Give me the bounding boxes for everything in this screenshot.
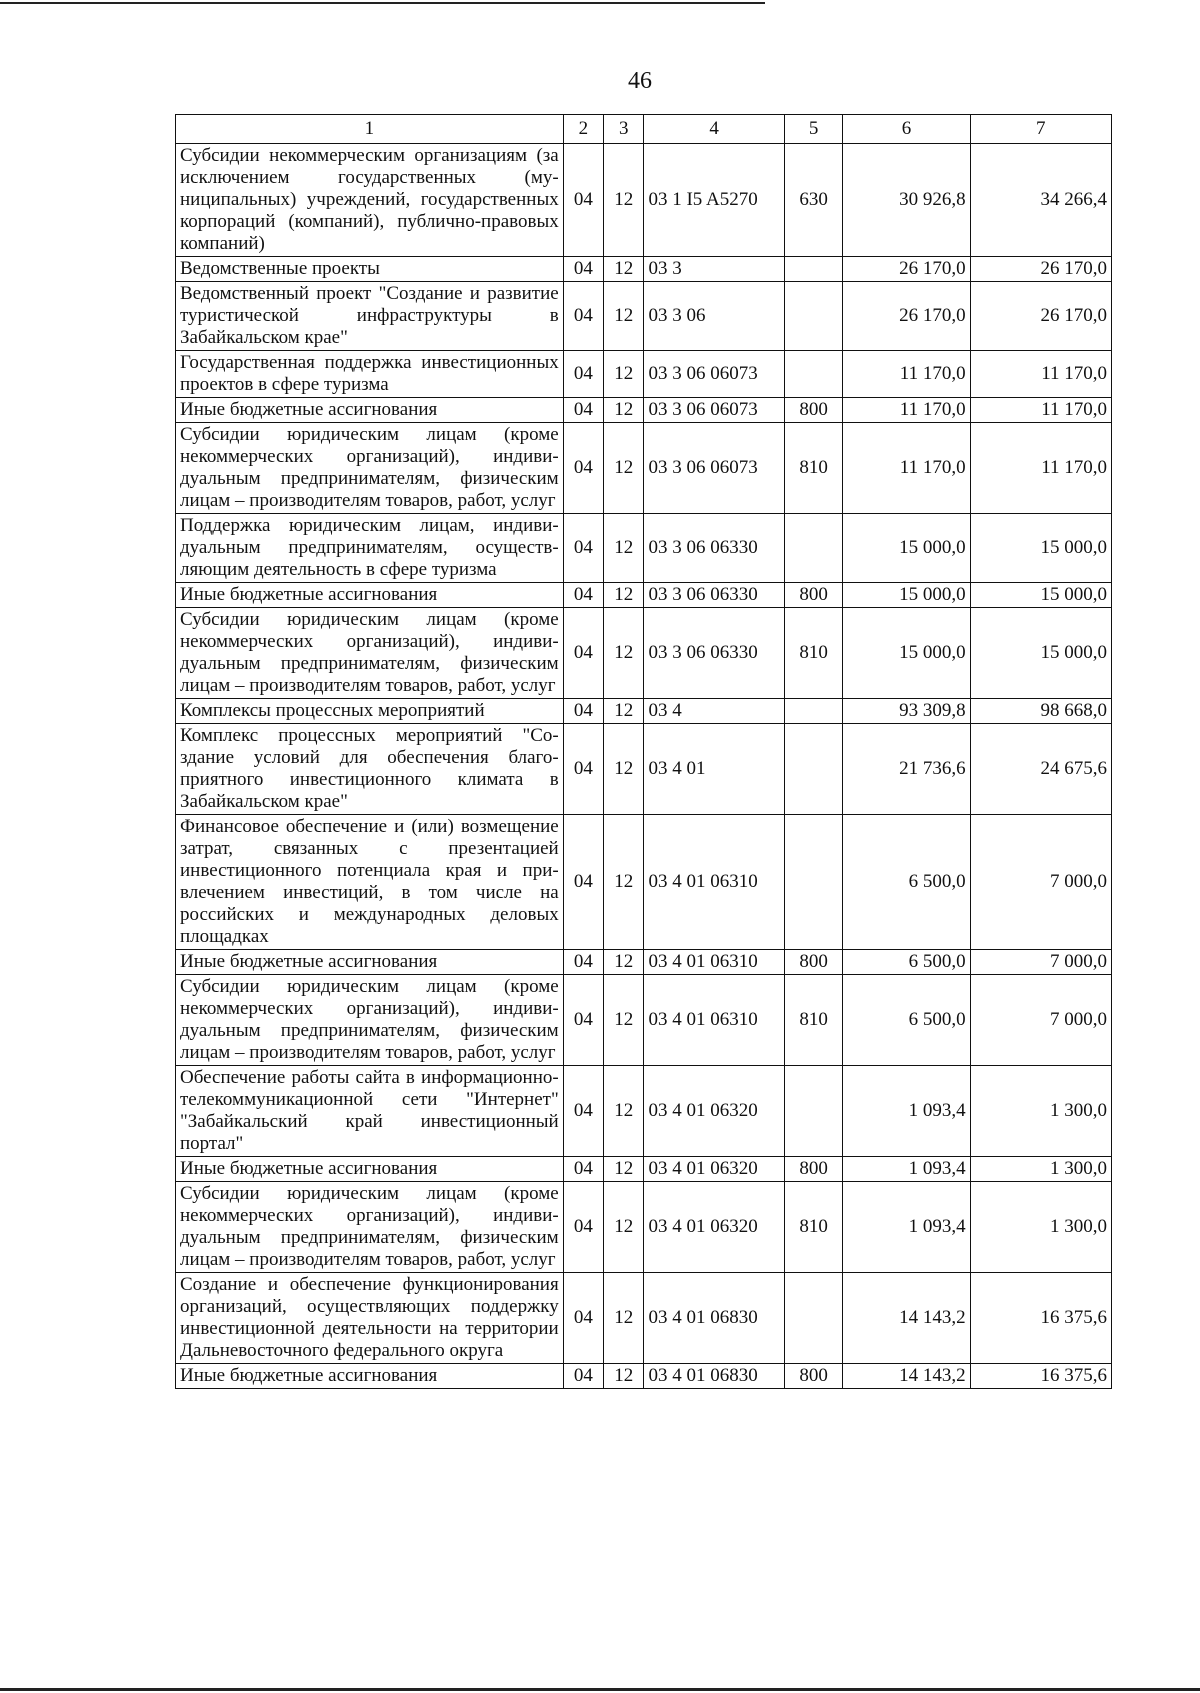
row-amount-2: 24 675,6 bbox=[970, 724, 1111, 815]
row-name: Субсидии юридическим лицам (кроме некоммерческих организаций), индивидуальным предпринимателям, физическим лицам – производителям товаров, работ, услуг bbox=[176, 1182, 564, 1273]
header-col-4: 4 bbox=[644, 115, 784, 144]
scan-edge-bottom bbox=[0, 1688, 1200, 1691]
row-subsection: 12 bbox=[604, 514, 644, 583]
row-target-code: 03 3 06 06073 bbox=[644, 351, 784, 398]
row-amount-1: 11 170,0 bbox=[843, 351, 970, 398]
row-amount-1: 1 093,4 bbox=[843, 1066, 970, 1157]
row-target-code: 03 4 01 06320 bbox=[644, 1066, 784, 1157]
table-row bbox=[176, 975, 1112, 1066]
row-section: 04 bbox=[563, 144, 603, 257]
page-number: 46 bbox=[628, 68, 652, 94]
row-name: Иные бюджетные ассигнования bbox=[176, 950, 564, 975]
row-amount-1: 11 170,0 bbox=[843, 398, 970, 423]
row-expense-type bbox=[784, 257, 843, 282]
row-subsection: 12 bbox=[604, 144, 644, 257]
row-expense-type bbox=[784, 1273, 843, 1364]
row-subsection: 12 bbox=[604, 583, 644, 608]
row-target-code: 03 3 06 06330 bbox=[644, 608, 784, 699]
row-expense-type: 800 bbox=[784, 583, 843, 608]
row-name: Государственная поддержка инвестиционных проектов в сфере туризма bbox=[176, 351, 564, 398]
row-target-code: 03 3 06 06073 bbox=[644, 398, 784, 423]
header-col-1: 1 bbox=[176, 115, 564, 144]
row-section: 04 bbox=[563, 1364, 603, 1389]
table-row bbox=[176, 351, 1112, 398]
row-amount-2: 34 266,4 bbox=[970, 144, 1111, 257]
row-target-code: 03 4 01 06320 bbox=[644, 1157, 784, 1182]
header-col-2: 2 bbox=[563, 115, 603, 144]
row-amount-2: 1 300,0 bbox=[970, 1157, 1111, 1182]
table-row bbox=[176, 514, 1112, 583]
table-row bbox=[176, 699, 1112, 724]
row-amount-2: 26 170,0 bbox=[970, 257, 1111, 282]
row-expense-type: 800 bbox=[784, 1364, 843, 1389]
row-amount-2: 1 300,0 bbox=[970, 1066, 1111, 1157]
row-amount-2: 15 000,0 bbox=[970, 514, 1111, 583]
row-name: Комплекс процессных мероприятий "Создание условий для обеспечения благоприятного инвестиционного климата в Забайкальском крае" bbox=[176, 724, 564, 815]
row-expense-type bbox=[784, 699, 843, 724]
table-body bbox=[176, 144, 1112, 1389]
row-section: 04 bbox=[563, 514, 603, 583]
row-name: Создание и обеспечение функционирования организаций, осуществляющих поддержку инвестиционной деятельности на территории Дальневосточного федерального округа bbox=[176, 1273, 564, 1364]
row-subsection: 12 bbox=[604, 398, 644, 423]
row-name: Ведомственные проекты bbox=[176, 257, 564, 282]
row-expense-type bbox=[784, 351, 843, 398]
row-amount-1: 93 309,8 bbox=[843, 699, 970, 724]
row-section: 04 bbox=[563, 975, 603, 1066]
table-header-row bbox=[176, 115, 1112, 144]
row-amount-1: 26 170,0 bbox=[843, 257, 970, 282]
row-target-code: 03 4 01 bbox=[644, 724, 784, 815]
header-col-6: 6 bbox=[843, 115, 970, 144]
row-target-code: 03 3 bbox=[644, 257, 784, 282]
row-section: 04 bbox=[563, 1182, 603, 1273]
row-amount-2: 7 000,0 bbox=[970, 975, 1111, 1066]
row-amount-1: 1 093,4 bbox=[843, 1157, 970, 1182]
table-row bbox=[176, 608, 1112, 699]
row-target-code: 03 4 01 06830 bbox=[644, 1364, 784, 1389]
row-amount-1: 30 926,8 bbox=[843, 144, 970, 257]
row-subsection: 12 bbox=[604, 257, 644, 282]
row-section: 04 bbox=[563, 1066, 603, 1157]
row-section: 04 bbox=[563, 815, 603, 950]
row-expense-type bbox=[784, 282, 843, 351]
row-amount-2: 7 000,0 bbox=[970, 815, 1111, 950]
row-section: 04 bbox=[563, 351, 603, 398]
row-expense-type: 810 bbox=[784, 608, 843, 699]
table-row bbox=[176, 950, 1112, 975]
row-subsection: 12 bbox=[604, 1273, 644, 1364]
row-name: Ведомственный проект "Создание и развитие туристической инфраструктуры в Забайкальском крае" bbox=[176, 282, 564, 351]
row-name: Субсидии юридическим лицам (кроме некоммерческих организаций), индивидуальным предпринимателям, физическим лицам – производителям товаров, работ, услуг bbox=[176, 608, 564, 699]
row-section: 04 bbox=[563, 1273, 603, 1364]
row-section: 04 bbox=[563, 398, 603, 423]
table-row bbox=[176, 1273, 1112, 1364]
row-amount-1: 15 000,0 bbox=[843, 608, 970, 699]
row-name: Финансовое обеспечение и (или) возмещение затрат, связанных с презентацией инвестиционного потенциала края и привлечением инвестиций, в том числе на российских и международных деловых площадках bbox=[176, 815, 564, 950]
row-target-code: 03 4 01 06320 bbox=[644, 1182, 784, 1273]
header-col-5: 5 bbox=[784, 115, 843, 144]
row-subsection: 12 bbox=[604, 975, 644, 1066]
row-expense-type: 810 bbox=[784, 1182, 843, 1273]
row-expense-type bbox=[784, 514, 843, 583]
row-amount-2: 15 000,0 bbox=[970, 583, 1111, 608]
row-name: Субсидии некоммерческим организациям (за исключением государственных (муниципальных) учреждений, государственных корпораций (компаний), публично-правовых компаний) bbox=[176, 144, 564, 257]
row-section: 04 bbox=[563, 608, 603, 699]
row-amount-1: 11 170,0 bbox=[843, 423, 970, 514]
header-col-3: 3 bbox=[604, 115, 644, 144]
row-section: 04 bbox=[563, 583, 603, 608]
table-row bbox=[176, 1182, 1112, 1273]
row-name: Поддержка юридическим лицам, индивидуальным предпринимателям, осуществляющим деятельность в сфере туризма bbox=[176, 514, 564, 583]
row-subsection: 12 bbox=[604, 351, 644, 398]
row-amount-2: 98 668,0 bbox=[970, 699, 1111, 724]
budget-table bbox=[175, 114, 1112, 1389]
table-row bbox=[176, 1157, 1112, 1182]
table-row bbox=[176, 144, 1112, 257]
row-subsection: 12 bbox=[604, 815, 644, 950]
row-name: Иные бюджетные ассигнования bbox=[176, 1364, 564, 1389]
row-expense-type: 800 bbox=[784, 1157, 843, 1182]
table-row bbox=[176, 257, 1112, 282]
row-name: Субсидии юридическим лицам (кроме некоммерческих организаций), индивидуальным предпринимателям, физическим лицам – производителям товаров, работ, услуг bbox=[176, 423, 564, 514]
row-amount-1: 6 500,0 bbox=[843, 975, 970, 1066]
row-expense-type: 630 bbox=[784, 144, 843, 257]
row-subsection: 12 bbox=[604, 282, 644, 351]
row-target-code: 03 4 01 06310 bbox=[644, 950, 784, 975]
row-target-code: 03 3 06 06073 bbox=[644, 423, 784, 514]
row-subsection: 12 bbox=[604, 608, 644, 699]
row-amount-2: 11 170,0 bbox=[970, 398, 1111, 423]
row-section: 04 bbox=[563, 724, 603, 815]
row-section: 04 bbox=[563, 1157, 603, 1182]
row-amount-2: 15 000,0 bbox=[970, 608, 1111, 699]
table-row bbox=[176, 282, 1112, 351]
row-subsection: 12 bbox=[604, 1182, 644, 1273]
row-target-code: 03 4 bbox=[644, 699, 784, 724]
row-expense-type: 810 bbox=[784, 423, 843, 514]
table-row bbox=[176, 583, 1112, 608]
row-amount-2: 16 375,6 bbox=[970, 1364, 1111, 1389]
row-amount-2: 11 170,0 bbox=[970, 423, 1111, 514]
row-subsection: 12 bbox=[604, 1066, 644, 1157]
row-name: Субсидии юридическим лицам (кроме некоммерческих организаций), индивидуальным предпринимателям, физическим лицам – производителям товаров, работ, услуг bbox=[176, 975, 564, 1066]
row-expense-type: 810 bbox=[784, 975, 843, 1066]
row-subsection: 12 bbox=[604, 423, 644, 514]
row-amount-1: 6 500,0 bbox=[843, 950, 970, 975]
row-expense-type: 800 bbox=[784, 950, 843, 975]
row-target-code: 03 3 06 06330 bbox=[644, 514, 784, 583]
row-amount-1: 1 093,4 bbox=[843, 1182, 970, 1273]
row-section: 04 bbox=[563, 257, 603, 282]
row-name: Иные бюджетные ассигнования bbox=[176, 1157, 564, 1182]
row-amount-1: 15 000,0 bbox=[843, 514, 970, 583]
row-amount-2: 1 300,0 bbox=[970, 1182, 1111, 1273]
table-row bbox=[176, 398, 1112, 423]
row-expense-type bbox=[784, 1066, 843, 1157]
row-subsection: 12 bbox=[604, 1157, 644, 1182]
row-section: 04 bbox=[563, 423, 603, 514]
row-amount-1: 21 736,6 bbox=[843, 724, 970, 815]
row-name: Обеспечение работы сайта в информационно-телекоммуникационной сети "Интернет" "Забайкальский край инвестиционный портал" bbox=[176, 1066, 564, 1157]
header-col-7: 7 bbox=[970, 115, 1111, 144]
row-subsection: 12 bbox=[604, 724, 644, 815]
table-row bbox=[176, 1364, 1112, 1389]
row-target-code: 03 3 06 bbox=[644, 282, 784, 351]
row-name: Иные бюджетные ассигнования bbox=[176, 583, 564, 608]
row-name: Иные бюджетные ассигнования bbox=[176, 398, 564, 423]
row-amount-1: 26 170,0 bbox=[843, 282, 970, 351]
row-amount-2: 26 170,0 bbox=[970, 282, 1111, 351]
row-amount-2: 16 375,6 bbox=[970, 1273, 1111, 1364]
scan-edge-top bbox=[0, 2, 765, 4]
row-target-code: 03 1 I5 A5270 bbox=[644, 144, 784, 257]
table-row bbox=[176, 423, 1112, 514]
row-expense-type bbox=[784, 724, 843, 815]
row-section: 04 bbox=[563, 699, 603, 724]
row-amount-1: 6 500,0 bbox=[843, 815, 970, 950]
row-amount-2: 7 000,0 bbox=[970, 950, 1111, 975]
table-row bbox=[176, 815, 1112, 950]
table-row bbox=[176, 724, 1112, 815]
row-subsection: 12 bbox=[604, 950, 644, 975]
row-target-code: 03 4 01 06310 bbox=[644, 815, 784, 950]
row-amount-2: 11 170,0 bbox=[970, 351, 1111, 398]
row-target-code: 03 4 01 06310 bbox=[644, 975, 784, 1066]
row-amount-1: 14 143,2 bbox=[843, 1273, 970, 1364]
row-name: Комплексы процессных мероприятий bbox=[176, 699, 564, 724]
row-subsection: 12 bbox=[604, 1364, 644, 1389]
row-expense-type bbox=[784, 815, 843, 950]
row-section: 04 bbox=[563, 950, 603, 975]
table-row bbox=[176, 1066, 1112, 1157]
row-subsection: 12 bbox=[604, 699, 644, 724]
row-target-code: 03 3 06 06330 bbox=[644, 583, 784, 608]
row-target-code: 03 4 01 06830 bbox=[644, 1273, 784, 1364]
row-amount-1: 15 000,0 bbox=[843, 583, 970, 608]
row-expense-type: 800 bbox=[784, 398, 843, 423]
row-section: 04 bbox=[563, 282, 603, 351]
row-amount-1: 14 143,2 bbox=[843, 1364, 970, 1389]
